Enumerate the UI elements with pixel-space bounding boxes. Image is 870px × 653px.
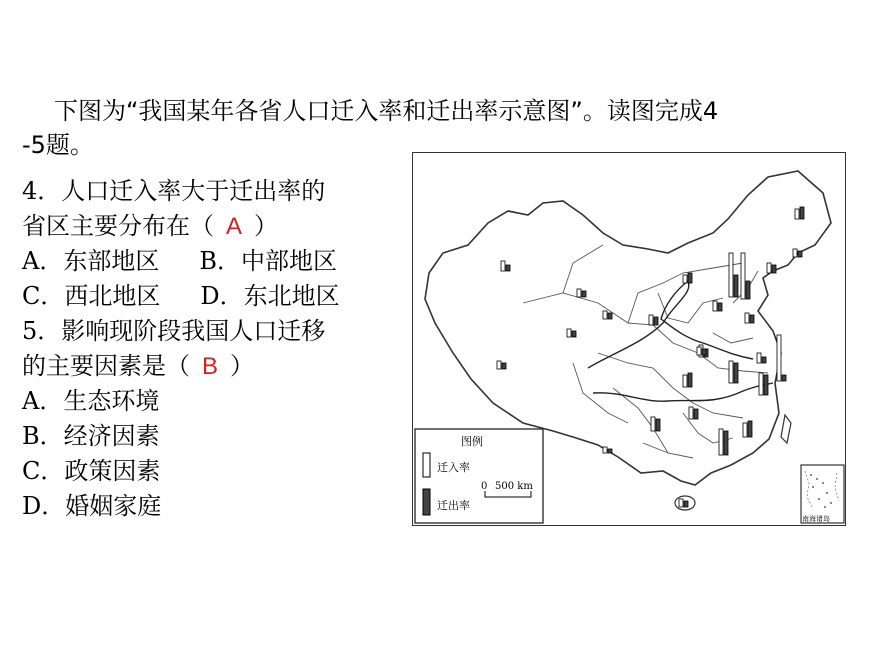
legend-in-label: 迁入率 xyxy=(437,461,470,474)
bar-out xyxy=(748,421,752,437)
q5-option-c: C．政策因素 xyxy=(22,457,161,485)
q4-stem-line-2: 省区主要分布在（ A ） xyxy=(22,209,402,244)
scale-zero: 0 xyxy=(481,481,488,492)
bar-in xyxy=(603,447,607,453)
q4-option-d: D．东北地区 xyxy=(200,282,340,310)
q4-answer: A xyxy=(225,213,242,240)
legend-out-label: 迁出率 xyxy=(437,499,470,512)
china-migration-map xyxy=(412,152,846,526)
bar-out xyxy=(762,357,766,363)
q5-option-b: B．经济因素 xyxy=(22,422,160,450)
intro-line-2: -5题。 xyxy=(22,131,94,159)
q5-answer: B xyxy=(201,353,218,380)
bar-in xyxy=(759,373,763,395)
bar-in xyxy=(697,347,701,355)
bar-out xyxy=(654,317,658,325)
bar-in xyxy=(741,253,745,299)
bar-in xyxy=(689,407,693,419)
taiwan-island xyxy=(781,415,791,443)
bar-in xyxy=(713,301,717,311)
bar-in xyxy=(497,361,501,369)
bar-in xyxy=(767,263,771,273)
bar-out xyxy=(734,275,738,297)
bar-out xyxy=(800,207,804,219)
q4-option-c: C．西北地区 xyxy=(22,282,161,310)
bar-in xyxy=(683,375,687,387)
legend-out-swatch xyxy=(423,489,430,515)
bar-out xyxy=(702,349,706,355)
inset-label: 南海诸岛 xyxy=(802,515,830,523)
bar-in xyxy=(649,315,653,325)
south-china-sea-inset xyxy=(801,465,844,523)
bar-out xyxy=(782,375,786,381)
bar-out xyxy=(764,375,768,395)
q5-stem-line-2: 的主要因素是（ B ） xyxy=(22,349,402,384)
bar-in xyxy=(729,361,733,383)
q4-options-cd xyxy=(22,279,402,314)
bar-out xyxy=(772,265,776,273)
bar-out xyxy=(688,373,692,387)
bar-in xyxy=(793,249,797,257)
bar-in xyxy=(745,313,749,323)
map-svg xyxy=(413,153,845,525)
bar-out xyxy=(684,501,688,507)
bar-out xyxy=(798,251,802,257)
bar-out xyxy=(688,273,692,283)
bar-out xyxy=(746,281,750,299)
q4-stem-line-1: 4．人口迁入率大于迁出率的 xyxy=(22,177,326,205)
bar-in xyxy=(719,429,723,455)
q5-stem-line-1: 5．影响现阶段我国人口迁移 xyxy=(22,317,326,345)
bar-out xyxy=(718,303,722,311)
bar-in xyxy=(729,253,733,297)
bar-in xyxy=(577,289,581,297)
bar-out xyxy=(694,409,698,419)
bar-in xyxy=(501,261,505,271)
bar-out xyxy=(506,265,510,271)
legend-title: 图例 xyxy=(461,435,483,448)
bar-in xyxy=(777,335,781,381)
questions xyxy=(22,174,402,524)
q4-option-b: B．中部地区 xyxy=(199,247,337,275)
q4-option-a: A．东部地区 xyxy=(22,247,160,275)
bar-in xyxy=(683,275,687,283)
bar-in xyxy=(795,209,799,219)
bar-out xyxy=(656,419,660,431)
intro-line-1: 下图为“我国某年各省人口迁入率和迁出率示意图”。读图完成4 xyxy=(54,97,719,125)
bar-out xyxy=(608,313,612,319)
q5-option-d: D．婚姻家庭 xyxy=(22,492,162,520)
scale-label: 500 km xyxy=(495,481,533,492)
q4-options-ab xyxy=(22,244,402,279)
bar-in xyxy=(743,423,747,437)
q5-option-a: A．生态环境 xyxy=(22,387,160,415)
bar-out xyxy=(608,449,612,453)
legend-in-swatch xyxy=(423,453,430,477)
bar-out xyxy=(724,431,728,455)
bar-out xyxy=(750,315,754,323)
bar-in xyxy=(651,417,655,431)
bar-in xyxy=(567,329,571,337)
bar-in xyxy=(679,499,683,507)
map-legend xyxy=(415,429,543,523)
bar-out xyxy=(734,363,738,383)
bar-out xyxy=(502,363,506,369)
bar-in xyxy=(603,311,607,319)
bar-out xyxy=(582,291,586,297)
bar-in xyxy=(757,353,761,363)
bar-out xyxy=(572,331,576,337)
